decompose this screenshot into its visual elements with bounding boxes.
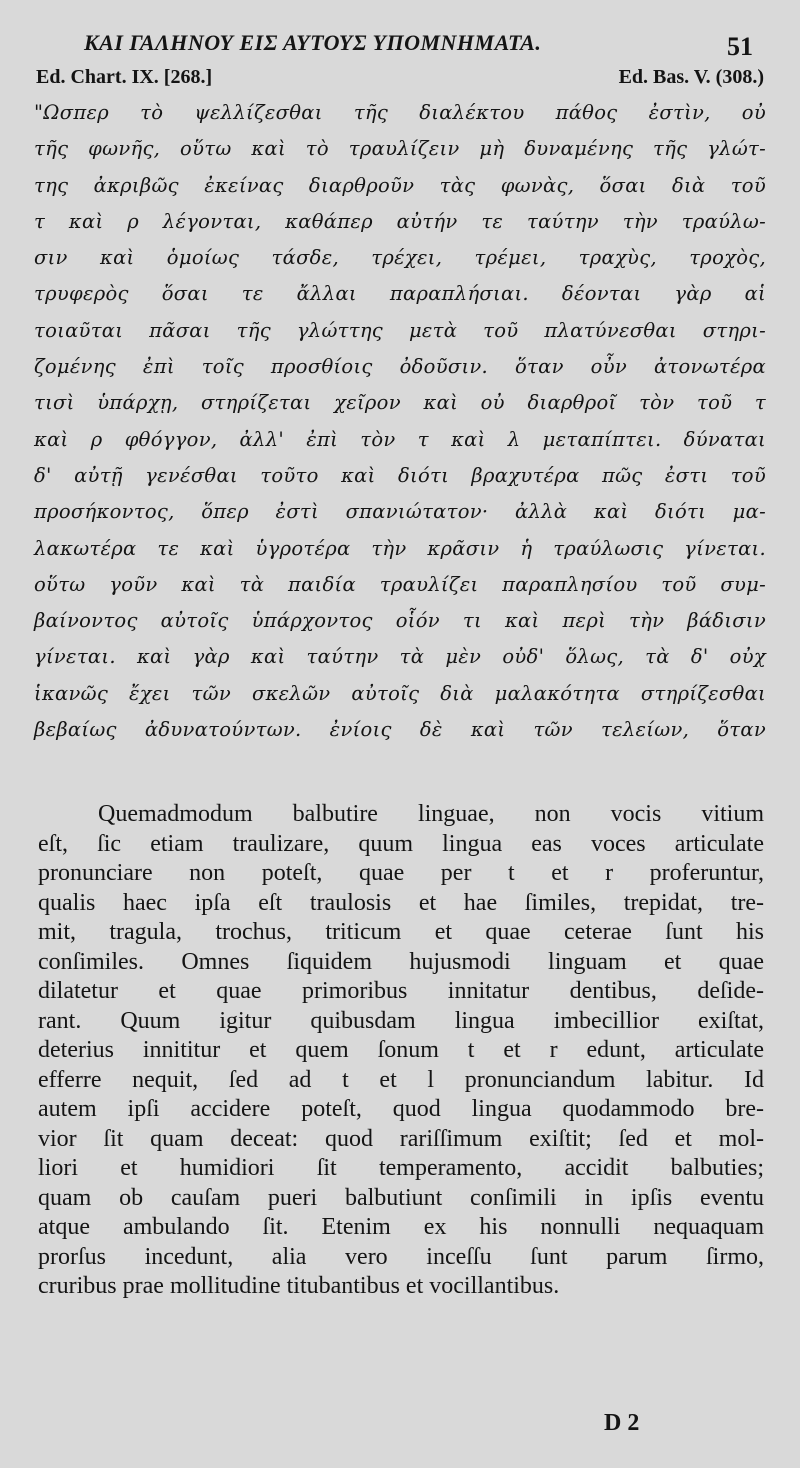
greek-line: οὕτω γοῦν καὶ τὰ παιδία τραυλίζει παραπλησίου τοῦ συμ- — [34, 572, 766, 596]
latin-line: liori et humidiori ſit temperamento, accidit balbuties; — [38, 1155, 764, 1181]
running-head: ΚΑΙ ΓΑΛΗΝΟΥ ΕΙΣ ΑΥΤΟΥΣ ΥΠΟΜΝΗΜΑΤΑ. — [84, 30, 542, 55]
greek-line: καὶ ρ φθόγγον, ἀλλ' ἐπὶ τὸν τ καὶ λ μεταπίπτει. δύναται — [34, 427, 766, 451]
greek-text-block — [34, 95, 766, 748]
latin-line: cruribus prae mollitudine titubantibus et vocillantibus. — [38, 1273, 560, 1299]
greek-line: βαίνοντος αὐτοῖς ὑπάρχοντος οἷόν τι καὶ περὶ τὴν βάδισιν — [34, 609, 766, 633]
latin-line: conſimiles. Omnes ſiquidem hujusmodi linguam et quae — [38, 948, 764, 975]
greek-line: τῆς φωνῆς, οὕτω καὶ τὸ τραυλίζειν μὴ δυναμένης τῆς γλώτ- — [34, 137, 766, 161]
latin-line: autem ipſi accidere poteſt, quod lingua quodammodo bre- — [38, 1096, 764, 1122]
latin-line: efferre nequit, ſed ad t et l pronunciandum labitur. Id — [38, 1066, 764, 1093]
greek-line: τισὶ ὑπάρχῃ, στηρίζεται χεῖρον καὶ οὐ διαρθροῖ τὸν τοῦ τ — [34, 391, 766, 415]
signature-mark: D 2 — [604, 1410, 640, 1436]
latin-line: pronunciare non poteſt, quae per t et r proferuntur, — [38, 860, 764, 886]
greek-line: της ἀκριβῶς ἐκείνας διαρθροῦν τὰς φωνὰς, ὅσαι διὰ τοῦ — [34, 173, 766, 197]
latin-line: Quemadmodum balbutire linguae, non vocis vitium — [98, 801, 764, 827]
latin-line: dilatetur et quae primoribus innitatur dentibus, deſide- — [38, 978, 764, 1004]
latin-line: qualis haec ipſa eſt traulosis et hae ſimiles, trepidat, tre- — [38, 889, 764, 916]
latin-line: vior ſit quam deceat: quod rariſſimum exiſtit; ſed et mol- — [38, 1125, 764, 1152]
greek-line: τρυφερὸς ὅσαι τε ἄλλαι παραπλήσιαι. δέονται γὰρ αἱ — [34, 282, 766, 306]
greek-line: τ καὶ ρ λέγονται, καθάπερ αὐτήν τε ταύτην τὴν τραύλω- — [34, 209, 766, 233]
greek-line: ζομένης ἐπὶ τοῖς προσθίοις ὀδοῦσιν. ὅταν οὖν ἀτονωτέρα — [34, 355, 766, 379]
edition-reference-chartier: Ed. Chart. IX. [268.] — [36, 66, 213, 88]
edition-reference-basel: Ed. Bas. V. (308.) — [618, 66, 764, 88]
greek-line: "Ωσπερ τὸ ψελλίζεσθαι τῆς διαλέκτου πάθος ἐστὶν, οὐ — [34, 101, 766, 124]
latin-line: deterius innititur et quem ſonum t et r edunt, articulate — [38, 1037, 764, 1063]
greek-line: λακωτέρα τε καὶ ὑγροτέρα τὴν κρᾶσιν ἡ τραύλωσις γίνεται. — [34, 536, 766, 560]
latin-line: prorſus incedunt, alia vero inceſſu ſunt parum ſirmo, — [38, 1243, 764, 1270]
greek-line: δ' αὐτῇ γενέσθαι τοῦτο καὶ διότι βραχυτέρα πῶς ἐστι τοῦ — [34, 463, 766, 487]
latin-line: rant. Quum igitur quibusdam lingua imbecillior exiſtat, — [38, 1007, 764, 1034]
greek-line: γίνεται. καὶ γὰρ καὶ ταύτην τὰ μὲν οὐδ' ὅλως, τὰ δ' οὐχ — [34, 645, 766, 669]
greek-line: σιν καὶ ὁμοίως τάσδε, τρέχει, τρέμει, τραχὺς, τροχὸς, — [34, 246, 766, 270]
page-number: 51 — [727, 32, 753, 61]
latin-text-block — [38, 800, 764, 1302]
greek-line: προσήκοντος, ὅπερ ἐστὶ σπανιώτατον· ἀλλὰ καὶ διότι μα- — [34, 500, 766, 524]
latin-line: atque ambulando ſit. Etenim ex his nonnulli nequaquam — [38, 1214, 764, 1240]
greek-line: βεβαίως ἀδυνατούντων. ἐνίοις δὲ καὶ τῶν τελείων, ὅταν — [34, 718, 766, 742]
greek-line: ἱκανῶς ἔχει τῶν σκελῶν αὐτοῖς διὰ μαλακότητα στηρίζεσθαι — [34, 681, 766, 705]
latin-line: eſt, ſic etiam traulizare, quum lingua eas voces articulate — [38, 830, 764, 857]
latin-line: quam ob cauſam pueri balbutiunt conſimili in ipſis eventu — [38, 1184, 764, 1211]
greek-line: τοιαῦται πᾶσαι τῆς γλώττης μετὰ τοῦ πλατύνεσθαι στηρι- — [34, 318, 766, 342]
latin-line: mit, tragula, trochus, triticum et quae ceterae ſunt his — [38, 919, 764, 945]
